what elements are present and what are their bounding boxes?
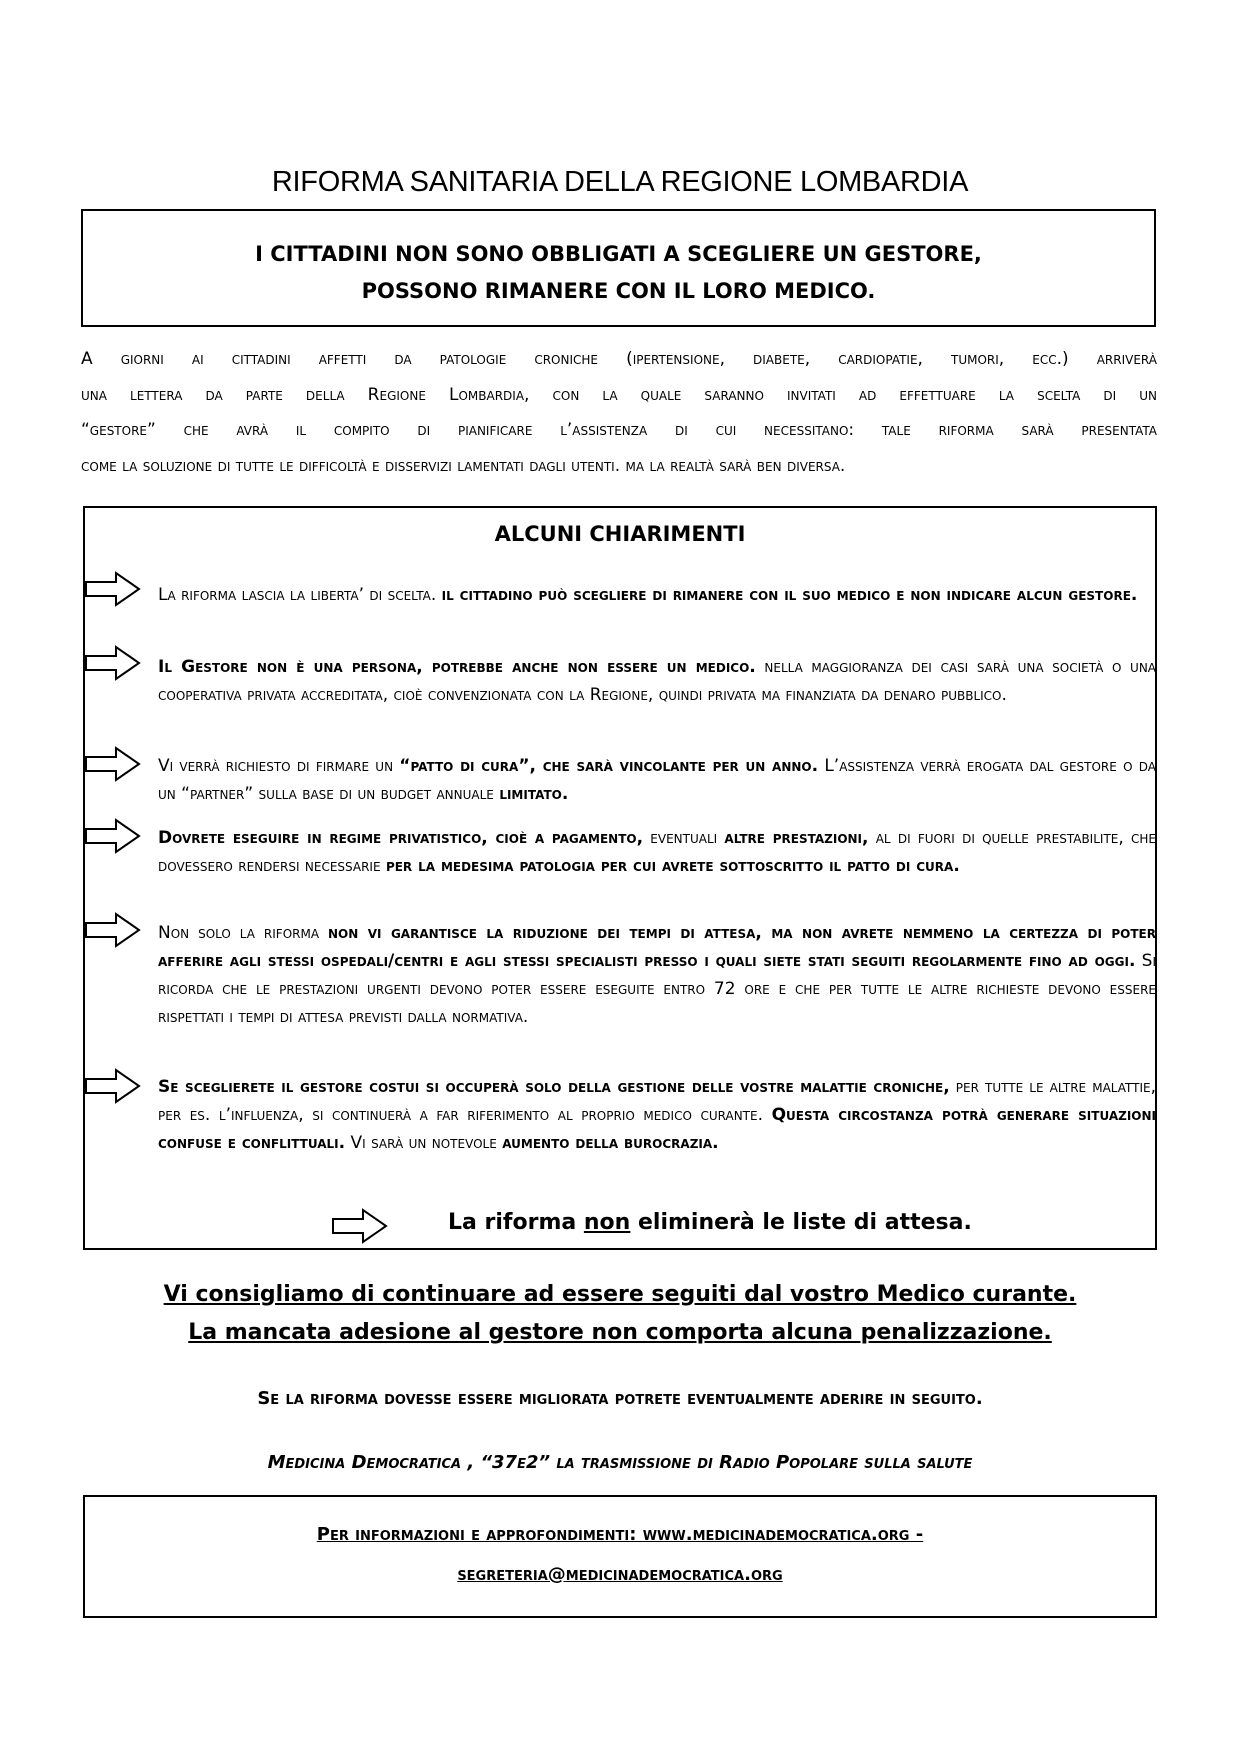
item4-text-a: Dovrete eseguire in regime privatistico, cioè a pagamento,	[158, 828, 644, 848]
item4-text-b: eventuali	[643, 828, 725, 848]
arrow-right-icon	[85, 912, 141, 948]
arrow-right-icon	[85, 645, 141, 681]
arrow-right-icon	[85, 746, 141, 782]
item1-text-a: La riforma lascia la liberta’ di scelta.	[158, 585, 442, 605]
info-line-1: Per informazioni e approfondimenti: www.medicinademocratica.org -	[316, 1524, 924, 1545]
header-line-2: POSSONO RIMANERE CON IL LORO MEDICO.	[361, 279, 876, 303]
arrow-right-icon	[85, 818, 141, 854]
page-title: RIFORMA SANITARIA DELLA REGIONE LOMBARDIA	[271, 166, 969, 198]
item4-text-c: altre prestazioni,	[724, 828, 869, 848]
item5-text-b: non vi garantisce la riduzione dei tempi di attesa, ma non avrete nemmeno la certezza di poter afferire agli stessi ospedali/centri e agli stessi specialisti presso i quali siete stati seguiti regolarmente fino ad oggi.	[158, 923, 1156, 971]
final-text-after: eliminerà le liste di attesa.	[630, 1210, 972, 1235]
info-email: segreteria@medicinademocratica.org	[457, 1564, 783, 1585]
item5-text-c: Si ricorda che le prestazioni urgenti devono poter essere eseguite entro 72 ore e che per tutte le altre richieste devono essere rispettati i tempi di attesa previsti dalla normativa.	[158, 951, 1157, 1027]
item3-text-d: limitato.	[499, 784, 569, 804]
intro-line-1: A giorni ai cittadini affetti da patologie croniche (ipertensione, diabete, cardiopatie, tumori, ecc.) arriverà	[81, 349, 1157, 369]
item3-text-c: L’assistenza verrà erogata dal gestore o da un “partner” sulla base di un budget annuale	[158, 756, 1156, 804]
clarifications-box	[83, 506, 1157, 1250]
item4-text-d: al di fuori di quelle prestabilite, che dovessero rendersi necessarie	[158, 828, 1156, 876]
clarifications-title: ALCUNI CHIARIMENTI	[494, 522, 746, 546]
intro-paragraph	[81, 342, 1157, 484]
item6-text-a: Se sceglierete il gestore costui si occuperà solo della gestione delle vostre malattie croniche,	[158, 1077, 950, 1097]
item6-text-b: per tutte le altre malattie, per es. l’influenza, si continuerà a far riferimento al proprio medico curante.	[158, 1077, 1156, 1125]
item2-text-b: nella maggioranza dei casi sarà una società o una cooperativa privata accreditata, cioè convenzionata con la Regione, quindi privata ma finanziata da denaro pubblico.	[158, 657, 1156, 705]
item3-text-a: Vi verrà richiesto di firmare un	[158, 756, 400, 776]
info-box	[83, 1495, 1157, 1618]
advice-line-1: Vi consigliamo di continuare ad essere seguiti dal vostro Medico curante.	[163, 1282, 1077, 1307]
advice-line-2: La mancata adesione al gestore non comporta alcuna penalizzazione.	[188, 1320, 1052, 1345]
intro-line-3: “gestore” che avrà il compito di pianificare l’assistenza di cui necessitano: tale riforma sarà presentata	[81, 420, 1157, 440]
item6-text-e: aumento della burocrazia.	[502, 1133, 719, 1153]
item6-text-d: Vi sarà un notevole	[345, 1133, 503, 1153]
arrow-right-icon	[332, 1208, 388, 1244]
arrow-right-icon	[85, 1068, 141, 1104]
signature: Medicina Democratica , “37e2” la trasmissione di Radio Popolare sulla salute	[267, 1452, 973, 1473]
item2-text-a: Il Gestore non è una persona, potrebbe anche non essere un medico.	[158, 657, 756, 677]
final-text-before: La riforma	[448, 1210, 584, 1235]
advice	[0, 1276, 1240, 1352]
arrow-right-icon	[85, 571, 141, 607]
intro-line-4: come la soluzione di tutte le difficoltà e disservizi lamentati dagli utenti. ma la realtà sarà ben diversa.	[81, 455, 846, 476]
item1-text-b: il cittadino può scegliere di rimanere con il suo medico e non indicare alcun gestore.	[441, 585, 1138, 605]
item5-text-a: Non solo la riforma	[158, 923, 328, 943]
item4-text-e: per la medesima patologia per cui avrete sottoscritto il patto di cura.	[385, 856, 960, 876]
header-box	[81, 209, 1156, 327]
intro-line-2: una lettera da parte della Regione Lombardia, con la quale saranno invitati ad effettuare la scelta di un	[81, 384, 1157, 405]
header-line-1: I CITTADINI NON SONO OBBLIGATI A SCEGLIERE UN GESTORE,	[255, 242, 982, 266]
suggestion-text: Se la riforma dovesse essere migliorata potrete eventualmente aderire in seguito.	[257, 1388, 983, 1409]
final-statement	[85, 1208, 1155, 1244]
item6-text-c: Questa circostanza potrà generare situazioni confuse e conflittuali.	[158, 1105, 1156, 1153]
item3-text-b: “patto di cura”, che sarà vincolante per un anno.	[399, 756, 819, 776]
final-text-underlined: non	[583, 1210, 631, 1235]
